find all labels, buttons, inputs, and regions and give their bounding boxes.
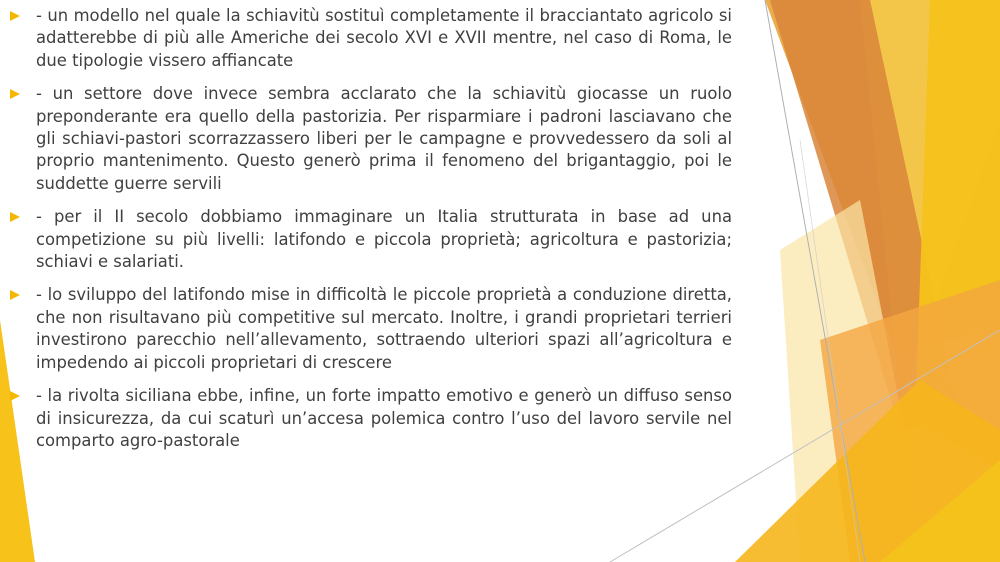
- bullet-item-3: [8, 206, 732, 273]
- bullet-arrow-icon: [10, 89, 20, 99]
- bullet-arrow-icon: [10, 212, 20, 222]
- bullet-arrow-icon: [10, 11, 20, 21]
- bullet-item-2: [8, 83, 732, 195]
- bullet-item-5: [8, 385, 732, 452]
- slide-content: [8, 5, 732, 463]
- bullet-arrow-icon: [10, 391, 20, 401]
- bullet-text: - la rivolta siciliana ebbe, infine, un forte impatto emotivo e generò un diffuso senso di insicurezza, da cui scaturì un’accesa polemica contro l’uso del lavoro servile nel comparto agro-pastorale: [36, 386, 732, 450]
- bullet-item-4: [8, 284, 732, 374]
- bullet-text: - lo sviluppo del latifondo mise in difficoltà le piccole proprietà a conduzione diretta, che non risultavano più competitive sul mercato. Inoltre, i grandi proprietari terrieri investirono parecchio nell’allevamento, sottraendo ulteriori spazi all’agricoltura e impedendo ai piccoli proprietari di crescere: [36, 285, 732, 372]
- bullet-arrow-icon: [10, 290, 20, 300]
- bullet-text: - un modello nel quale la schiavitù sostituì completamente il bracciantato agricolo si adatterebbe di più alle Americhe dei secolo XVI e XVII mentre, nel caso di Roma, le due tipologie vissero affiancate: [36, 6, 732, 70]
- bullet-text: - un settore dove invece sembra acclarato che la schiavitù giocasse un ruolo preponderante era quello della pastorizia. Per risparmiare i padroni lasciavano che gli schiavi-pastori scorrazzassero liberi per le campagne e provvedessero da soli al proprio mantenimento. Questo generò prima il fenomeno del brigantaggio, poi le suddette guerre servili: [36, 84, 732, 193]
- bullet-item-1: [8, 5, 732, 72]
- bullet-text: - per il II secolo dobbiamo immaginare un Italia strutturata in base ad una competizione su più livelli: latifondo e piccola proprietà; agricoltura e pastorizia; schiavi e salariati.: [36, 207, 732, 272]
